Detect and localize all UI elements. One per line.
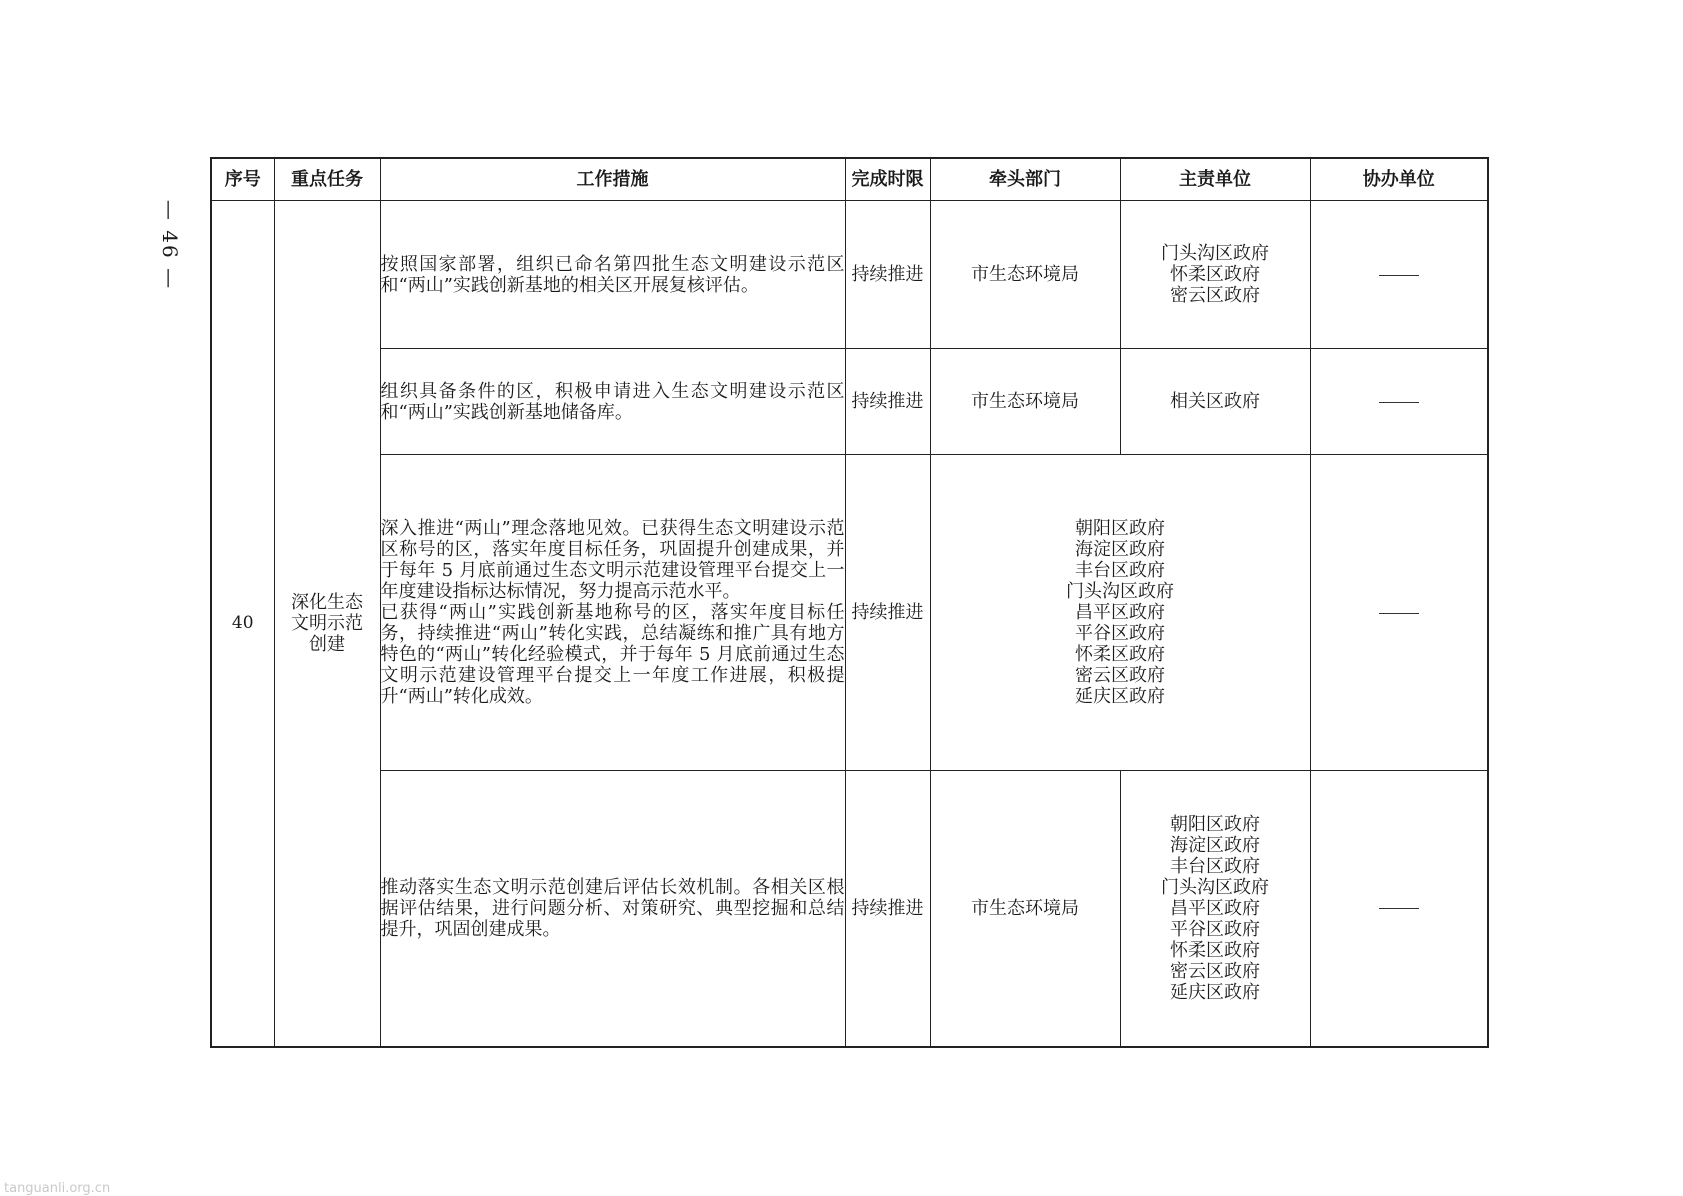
header-seq: 序号: [211, 158, 274, 201]
owner-cell: 相关区政府: [1120, 349, 1310, 455]
page-number: — 46 —: [158, 199, 183, 291]
table-header-row: [211, 158, 1488, 201]
table-row: [211, 771, 1488, 1047]
measure-cell: 按照国家部署，组织已命名第四批生态文明建设示范区和“两山”实践创新基地的相关区开展复核评估。: [380, 201, 845, 349]
owner-cell: 朝阳区政府 海淀区政府 丰台区政府 门头沟区政府 昌平区政府 平谷区政府 怀柔区政府 密云区政府 延庆区政府: [1120, 771, 1310, 1047]
task-cell: 深化生态 文明示范 创建: [274, 201, 380, 1047]
header-lead: 牵头部门: [930, 158, 1120, 201]
header-assist: 协办单位: [1310, 158, 1488, 201]
measure-cell: 组织具备条件的区，积极申请进入生态文明建设示范区和“两山”实践创新基地储备库。: [380, 349, 845, 455]
watermark: tanguanli.org.cn: [4, 1181, 111, 1196]
deadline-cell: 持续推进: [845, 349, 930, 455]
deadline-cell: 持续推进: [845, 455, 930, 771]
merged-unit-cell: 朝阳区政府 海淀区政府 丰台区政府 门头沟区政府 昌平区政府 平谷区政府 怀柔区政府 密云区政府 延庆区政府: [930, 455, 1310, 771]
measure-cell: 推动落实生态文明示范创建后评估长效机制。各相关区根据评估结果，进行问题分析、对策研究、典型挖掘和总结提升，巩固创建成果。: [380, 771, 845, 1047]
table-row: [211, 201, 1488, 349]
assist-dash: [1379, 613, 1419, 614]
table-row: [211, 349, 1488, 455]
lead-cell: 市生态环境局: [930, 349, 1120, 455]
header-measures: 工作措施: [380, 158, 845, 201]
assist-dash: [1379, 275, 1419, 276]
header-deadline: 完成时限: [845, 158, 930, 201]
lead-cell: 市生态环境局: [930, 201, 1120, 349]
deadline-cell: 持续推进: [845, 201, 930, 349]
assist-dash: [1379, 402, 1419, 403]
lead-cell: 市生态环境局: [930, 771, 1120, 1047]
assist-cell: [1310, 201, 1488, 349]
task-table: [210, 157, 1489, 1048]
owner-cell: 门头沟区政府 怀柔区政府 密云区政府: [1120, 201, 1310, 349]
table-row: [211, 455, 1488, 771]
assist-dash: [1379, 908, 1419, 909]
seq-cell: 40: [211, 201, 274, 1047]
deadline-cell: 持续推进: [845, 771, 930, 1047]
assist-cell: [1310, 349, 1488, 455]
assist-cell: [1310, 771, 1488, 1047]
header-task: 重点任务: [274, 158, 380, 201]
assist-cell: [1310, 455, 1488, 771]
header-owner: 主责单位: [1120, 158, 1310, 201]
measure-cell: 深入推进“两山”理念落地见效。已获得生态文明建设示范区称号的区，落实年度目标任务，巩固提升创建成果，并于每年 5 月底前通过生态文明示范建设管理平台提交上一年度建设指标达标情况，努力提高示范水平。 已获得“两山”实践创新基地称号的区，落实年度目标任务，持续推进“两山”转化实践，总结凝练和推广具有地方特色的“两山”转化经验模式，并于每年 5 月底前通过生态文明示范建设管理平台提交上一年度工作进展，积极提升“两山”转化成效。: [380, 455, 845, 771]
